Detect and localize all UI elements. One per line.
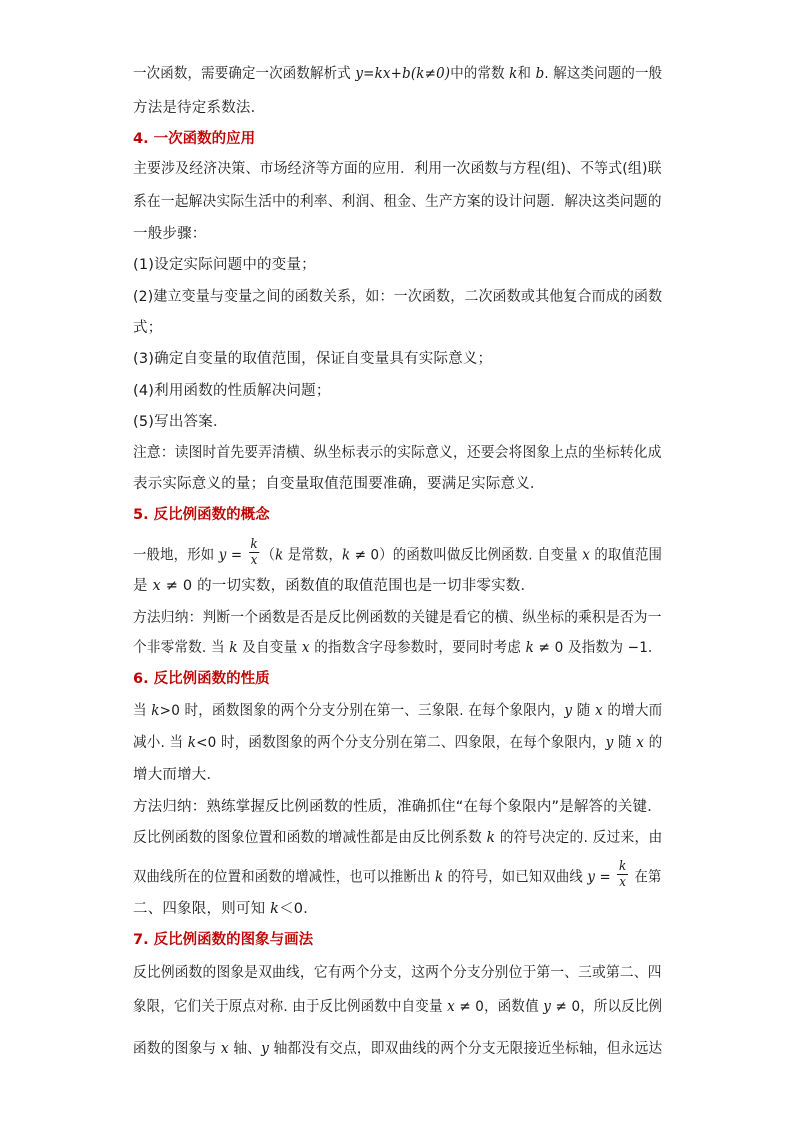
list-item: (1)设定实际问题中的变量； xyxy=(133,257,316,273)
text: 的增大而 xyxy=(602,703,663,719)
text: 随 xyxy=(572,703,596,719)
text: 是常数， xyxy=(283,547,343,564)
paragraph-line xyxy=(133,576,535,596)
method-line xyxy=(133,828,662,848)
fraction-denominator: x xyxy=(619,875,627,890)
var-k: k xyxy=(229,640,238,656)
text: 的取值范围 xyxy=(589,547,663,564)
text: 双曲线所在的位置和函数的增减性，也可以推断出 xyxy=(133,869,435,886)
var-y: y xyxy=(218,547,227,564)
paragraph-line: 系在一起解决实际生活中的利率、利润、租金、生产方案的设计问题．解决这类问题的 xyxy=(133,194,662,210)
var-k: k xyxy=(486,830,496,846)
method-line xyxy=(133,899,318,919)
list-item: (5)写出答案． xyxy=(133,414,228,430)
list-item: (2)建立变量与变量之间的函数关系，如：一次函数，二次函数或其他复合而成的函数 xyxy=(133,289,663,305)
var-x: x xyxy=(152,578,161,594)
paragraph-line xyxy=(133,997,662,1017)
paragraph-line xyxy=(133,1039,662,1059)
text: ≠ 0，所以反比例 xyxy=(551,999,663,1015)
text: ≠ 0）的函数叫做反比例函数. 自变量 xyxy=(350,547,583,564)
text: 的符号，如已知双曲线 xyxy=(443,869,588,886)
text: 一般地，形如 xyxy=(133,547,219,564)
fraction-denominator: x xyxy=(250,553,258,568)
method-line xyxy=(133,638,662,658)
var-y: y xyxy=(261,1041,270,1057)
text: 反比例函数的图象位置和函数的增减性都是由反比例系数 xyxy=(133,830,487,846)
fraction-numerator: k xyxy=(250,537,258,552)
var-k: k xyxy=(342,547,351,564)
text: . 解这类问题的一般 xyxy=(544,66,663,82)
text: 减小. 当 xyxy=(133,735,188,751)
method-line xyxy=(133,859,662,893)
fraction-numerator: k xyxy=(618,859,627,874)
var-x: x xyxy=(582,547,590,564)
text: 及自变量 xyxy=(237,640,302,656)
text: 的符号决定的. 反过来，由 xyxy=(495,830,663,846)
text: 轴都没有交点，即双曲线的两个分支无限接近坐标轴，但永远达 xyxy=(269,1041,663,1057)
paragraph-line xyxy=(133,733,662,753)
text: >0 时，函数图象的两个分支分别在第一、三象限. 在每个象限内， xyxy=(159,703,565,719)
text: 的指数含字母参数时，要同时考虑 xyxy=(309,640,526,656)
text: ≠ 0 的一切实数，函数值的取值范围也是一切非零实数． xyxy=(160,578,536,594)
text: ≠ 0，函数值 xyxy=(454,999,544,1015)
text: 二、四象限，则可知 xyxy=(133,901,271,917)
list-item: (4)利用函数的性质解决问题； xyxy=(133,383,331,399)
text: 中的常数 xyxy=(450,66,510,82)
var-y: y xyxy=(543,999,552,1015)
var-y: y xyxy=(564,703,573,719)
var-k: k xyxy=(270,901,280,917)
text: 是 xyxy=(133,578,153,594)
paragraph-line: 方法是待定系数法． xyxy=(133,100,266,116)
text: 函数的图象与 xyxy=(133,1041,221,1057)
var-x: x xyxy=(220,1041,229,1057)
section-heading: 7. 反比例函数的图象与画法 xyxy=(133,932,314,948)
fraction xyxy=(617,859,628,890)
section-heading: 4. 一次函数的应用 xyxy=(133,131,256,147)
text: 的 xyxy=(644,735,663,751)
text: 当 xyxy=(133,703,152,719)
equals: = xyxy=(226,547,247,564)
section-heading: 5. 反比例函数的概念 xyxy=(133,507,270,523)
var-k: k xyxy=(151,703,160,719)
formula: y=kx+b(k≠0) xyxy=(355,66,451,82)
method-line: 方法归纳：判断一个函数是否是反比例函数的关键是看它的横、纵坐标的乘积是否为一 xyxy=(133,610,662,626)
var-k: k xyxy=(509,66,518,82)
text: <0 时，函数图象的两个分支分别在第二、四象限，在每个象限内， xyxy=(196,735,606,751)
var-k: k xyxy=(525,640,535,656)
section-heading: 6. 反比例函数的性质 xyxy=(133,671,270,687)
text: 随 xyxy=(613,735,637,751)
var-x: x xyxy=(595,703,603,719)
paragraph-line: 一般步骤： xyxy=(133,226,207,242)
text: （ xyxy=(261,547,276,564)
equals: = xyxy=(595,869,616,886)
paragraph-line: 主要涉及经济决策、市场经济等方面的应用．利用一次函数与方程(组)、不等式(组)联 xyxy=(133,161,662,177)
var-x: x xyxy=(301,640,310,656)
text: 个非零常数. 当 xyxy=(133,640,230,656)
paragraph-line: 增大而增大． xyxy=(133,767,222,783)
text: 象限，它们关于原点对称. 由于反比例函数中自变量 xyxy=(133,999,448,1015)
note-line: 注意：读图时首先要弄清横、纵坐标表示的实际意义，还要会将图象上点的坐标转化成 xyxy=(133,445,662,461)
paragraph-line xyxy=(133,701,662,721)
paragraph-line xyxy=(133,537,663,571)
fraction xyxy=(249,537,260,568)
var-k: k xyxy=(434,869,444,886)
text: ≠ 0 及指数为 −1． xyxy=(534,640,662,656)
text: 和 xyxy=(517,66,536,82)
list-item: (3)确定自变量的取值范围，保证自变量具有实际意义； xyxy=(133,351,493,367)
note-line: 表示实际意义的量；自变量取值范围要准确，要满足实际意义． xyxy=(133,476,545,492)
text: ＜0． xyxy=(279,901,318,917)
var-x: x xyxy=(447,999,455,1015)
var-x: x xyxy=(636,735,645,751)
text: 轴、 xyxy=(228,1041,262,1057)
text: 在第 xyxy=(630,869,662,886)
text: 一次函数，需要确定一次函数解析式 xyxy=(133,66,356,82)
paragraph-line xyxy=(133,64,662,84)
var-y: y xyxy=(605,735,614,751)
var-k: k xyxy=(187,735,197,751)
paragraph-line: 反比例函数的图象是双曲线，它有两个分支，这两个分支分别位于第一、三或第二、四 xyxy=(133,965,662,981)
var-y: y xyxy=(587,869,596,886)
list-item-cont: 式； xyxy=(133,320,163,336)
var-b: b xyxy=(535,66,545,82)
var-k: k xyxy=(275,547,284,564)
method-line: 方法归纳：熟练掌握反比例函数的性质，准确抓住“在每个象限内”是解答的关键． xyxy=(133,799,662,815)
